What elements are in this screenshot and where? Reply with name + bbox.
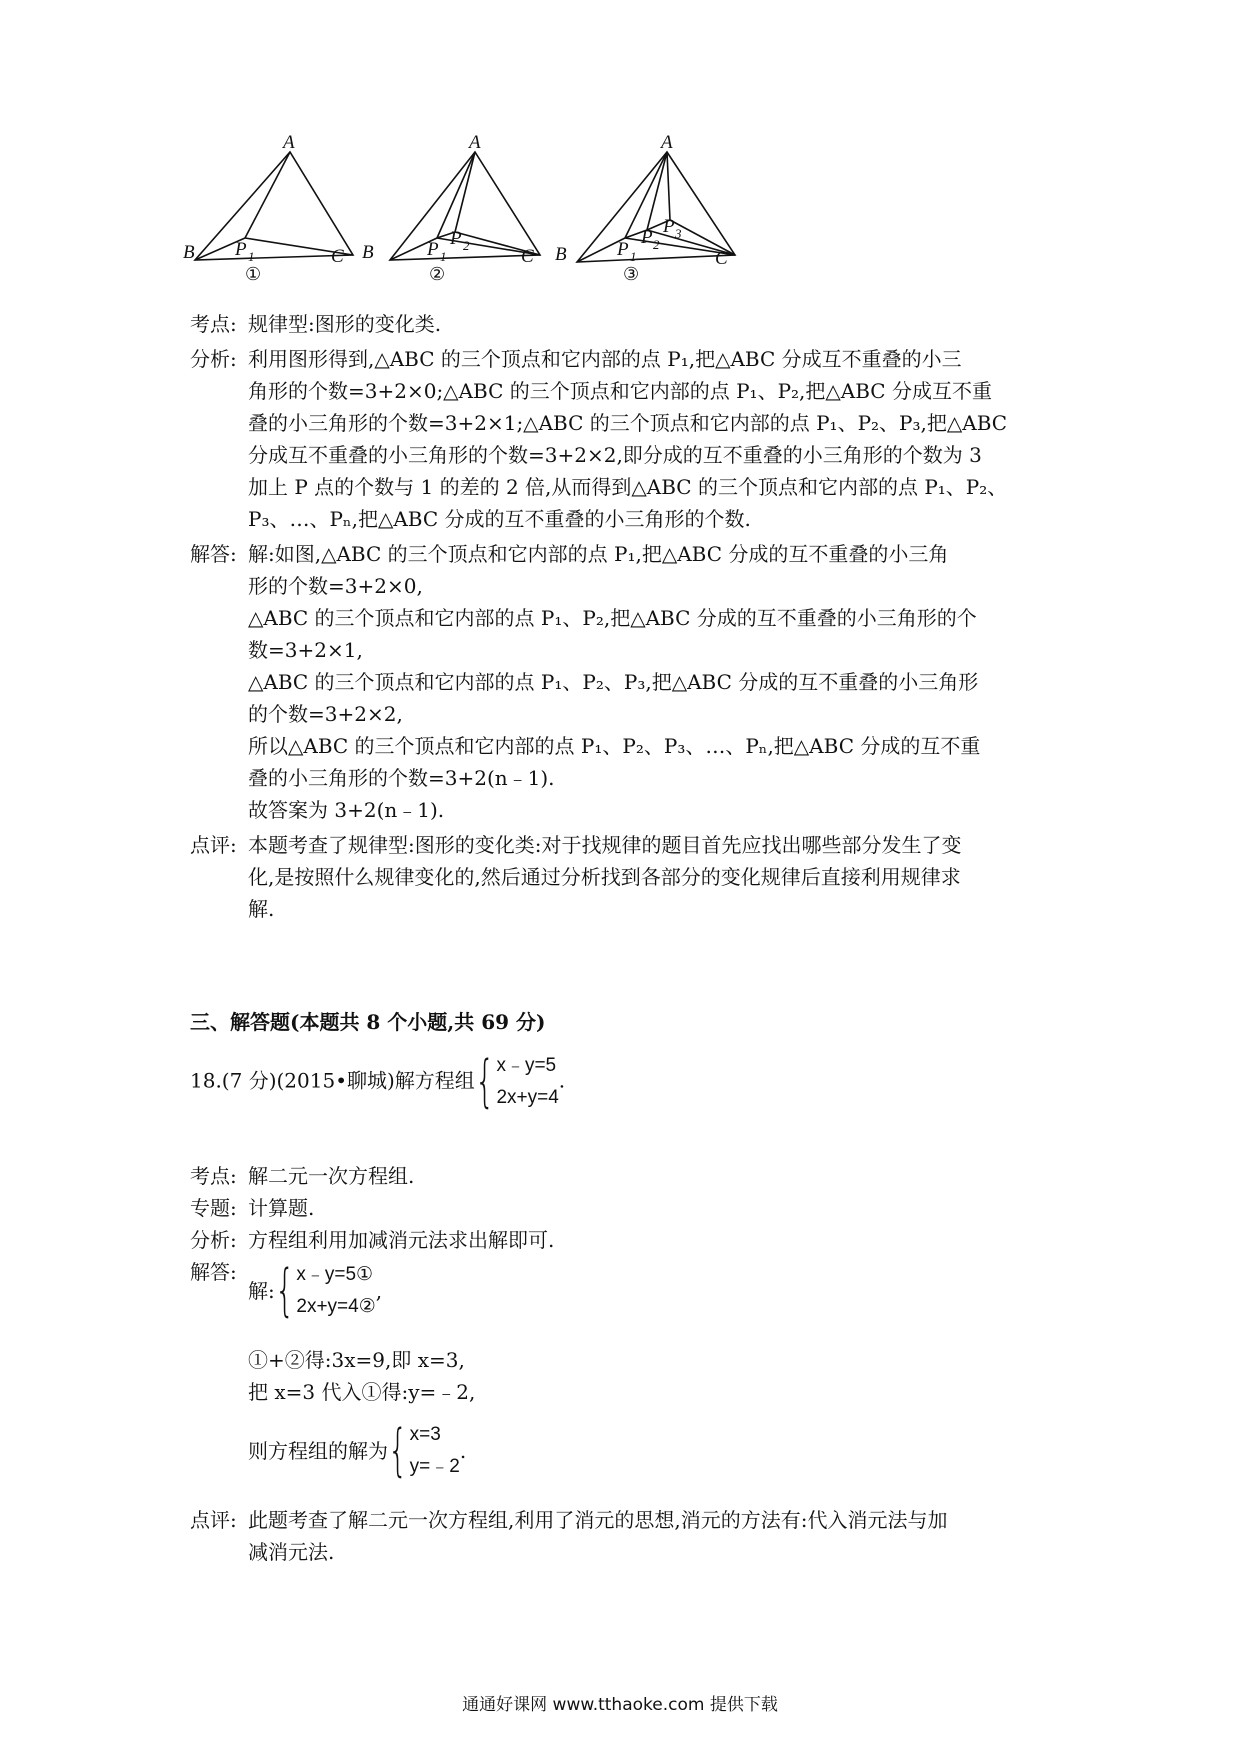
fig3-label-p2-sub: 2 xyxy=(653,237,660,252)
q18-dianping xyxy=(190,1504,1060,1568)
dianping-label: 点评: xyxy=(190,833,237,857)
q18-stem xyxy=(190,1050,1060,1114)
dianping-line: 减消元法. xyxy=(248,1540,335,1564)
jie-system xyxy=(275,1259,376,1323)
jieda-line: 数=3+2×1, xyxy=(248,638,363,662)
equation: y=﹣2 xyxy=(409,1456,460,1477)
fig2-label-p2: P xyxy=(450,228,462,249)
fig3-label-c: C xyxy=(715,248,728,269)
fig2-label-p1: P xyxy=(427,239,439,260)
jieda-line: 解:如图,△ABC 的三个顶点和它内部的点 P₁,把△ABC 分成的互不重叠的小三角 xyxy=(248,542,949,566)
fig3-label-p2: P xyxy=(641,227,653,248)
fenxi-line: 利用图形得到,△ABC 的三个顶点和它内部的点 P₁,把△ABC 分成互不重叠的小三 xyxy=(248,347,962,371)
q18-jieda xyxy=(190,1256,1060,1486)
fig2-label-c: C xyxy=(521,246,534,267)
fig1-label-c: C xyxy=(331,246,344,267)
dianping-label: 点评: xyxy=(190,1508,237,1532)
equation: x=3 xyxy=(409,1424,441,1445)
jieda-line: △ABC 的三个顶点和它内部的点 P₁、P₂、P₃,把△ABC 分成的互不重叠的小三角形 xyxy=(248,670,979,694)
fig2-caption: ② xyxy=(429,264,446,284)
fenxi-label: 分析: xyxy=(190,347,237,371)
zhuanti-text: 计算题. xyxy=(248,1196,315,1220)
fig2-label-b: B xyxy=(362,242,374,263)
q18-system xyxy=(475,1050,559,1114)
kaodian-text: 规律型:图形的变化类. xyxy=(248,312,442,336)
fig3-label-p3-sub: 3 xyxy=(675,226,682,241)
zhuanti-label: 专题: xyxy=(190,1196,237,1220)
equation: x﹣y=5① xyxy=(296,1264,374,1285)
result-system xyxy=(388,1419,460,1483)
jieda-line: 叠的小三角形的个数=3+2(n﹣1). xyxy=(248,766,555,790)
fig2-label-p1-sub: 1 xyxy=(440,249,447,264)
solution-step: 把 x=3 代入①得:y=﹣2, xyxy=(248,1380,476,1404)
fig3-label-b: B xyxy=(555,244,567,265)
brace-icon: { xyxy=(274,1258,295,1323)
punctuation: , xyxy=(375,1279,383,1303)
brace-icon: { xyxy=(388,1418,408,1483)
footer: 通通好课网 www.tthaoke.com 提供下载 xyxy=(462,1695,778,1715)
fig1-label-b: B xyxy=(183,242,195,263)
fig3-label-p3: P xyxy=(663,216,675,237)
kaodian-label: 考点: xyxy=(190,312,237,336)
result-prefix: 则方程组的解为 xyxy=(248,1439,388,1463)
fig1-label-a: A xyxy=(283,132,295,153)
figure-1 xyxy=(195,152,353,260)
q18-kaodian xyxy=(190,1160,1060,1192)
q18-zhuanti xyxy=(190,1192,1060,1224)
fig3-caption: ③ xyxy=(623,264,640,284)
q18-fenxi xyxy=(190,1224,1060,1256)
jieda-label: 解答: xyxy=(190,542,237,566)
fenxi-line: 叠的小三角形的个数=3+2×1;△ABC 的三个顶点和它内部的点 P₁、P₂、P₃,把△ABC xyxy=(248,411,1008,435)
fenxi-line: P₃、…、Pₙ,把△ABC 分成的互不重叠的小三角形的个数. xyxy=(248,507,751,531)
fig3-label-a: A xyxy=(661,132,673,153)
fig1-caption: ① xyxy=(245,264,262,284)
q17-fenxi xyxy=(190,343,1060,535)
equation: 2x+y=4② xyxy=(296,1296,376,1317)
q17-explanation xyxy=(190,308,1060,925)
fenxi-line: 角形的个数=3+2×0;△ABC 的三个顶点和它内部的点 P₁、P₂,把△ABC 分成互不重 xyxy=(248,379,992,403)
punctuation: . xyxy=(558,1068,566,1093)
fenxi-text: 方程组利用加减消元法求出解即可. xyxy=(248,1228,555,1252)
solution-step: ①+②得:3x=9,即 x=3, xyxy=(248,1348,465,1372)
fenxi-line: 加上 P 点的个数与 1 的差的 2 倍,从而得到△ABC 的三个顶点和它内部的点 P₁、P₂、 xyxy=(248,475,1008,499)
fig3-label-p1: P xyxy=(617,239,629,260)
section-heading: 三、解答题(本题共 8 个小题,共 69 分) xyxy=(190,1010,546,1034)
q17-dianping xyxy=(190,829,1060,925)
equation: x﹣y=5 xyxy=(496,1055,557,1076)
dianping-line: 化,是按照什么规律变化的,然后通过分析找到各部分的变化规律后直接利用规律求 xyxy=(248,865,961,889)
jie-prefix: 解: xyxy=(248,1279,275,1303)
jieda-line: 的个数=3+2×2, xyxy=(248,702,403,726)
jie-system-line xyxy=(248,1256,1060,1326)
q18-explanation xyxy=(190,1160,1060,1568)
fig2-label-p2-sub: 2 xyxy=(463,238,470,253)
q18-stem-text: 18.(7 分)(2015•聊城)解方程组 xyxy=(190,1068,475,1093)
brace-icon: { xyxy=(474,1049,495,1114)
triangle-figures xyxy=(183,132,1065,320)
fig1-label-p-sub: 1 xyxy=(248,249,255,264)
jieda-line: 故答案为 3+2(n﹣1). xyxy=(248,798,445,822)
dianping-line: 本题考查了规律型:图形的变化类:对于找规律的题目首先应找出哪些部分发生了变 xyxy=(248,833,962,857)
jieda-line: △ABC 的三个顶点和它内部的点 P₁、P₂,把△ABC 分成的互不重叠的小三角形的个 xyxy=(248,606,977,630)
dianping-line: 解. xyxy=(248,897,275,921)
fenxi-line: 分成互不重叠的小三角形的个数=3+2×2,即分成的互不重叠的小三角形的个数为 3 xyxy=(248,443,982,467)
fig1-label-p: P xyxy=(235,239,247,260)
kaodian-label: 考点: xyxy=(190,1164,237,1188)
equation: 2x+y=4 xyxy=(496,1087,559,1108)
punctuation: . xyxy=(459,1439,467,1463)
triangle-figures-svg xyxy=(183,132,1065,320)
kaodian-text: 解二元一次方程组. xyxy=(248,1164,415,1188)
jieda-line: 形的个数=3+2×0, xyxy=(248,574,423,598)
result-line xyxy=(248,1416,1060,1486)
fig3-label-p1-sub: 1 xyxy=(630,249,637,264)
jieda-line: 所以△ABC 的三个顶点和它内部的点 P₁、P₂、P₃、…、Pₙ,把△ABC 分成的互不重 xyxy=(248,734,981,758)
q17-kaodian xyxy=(190,308,1060,340)
q17-jieda xyxy=(190,538,1060,826)
fig2-label-a: A xyxy=(469,132,481,153)
jieda-label: 解答: xyxy=(190,1260,237,1284)
dianping-line: 此题考查了解二元一次方程组,利用了消元的思想,消元的方法有:代入消元法与加 xyxy=(248,1508,948,1532)
fenxi-label: 分析: xyxy=(190,1228,237,1252)
